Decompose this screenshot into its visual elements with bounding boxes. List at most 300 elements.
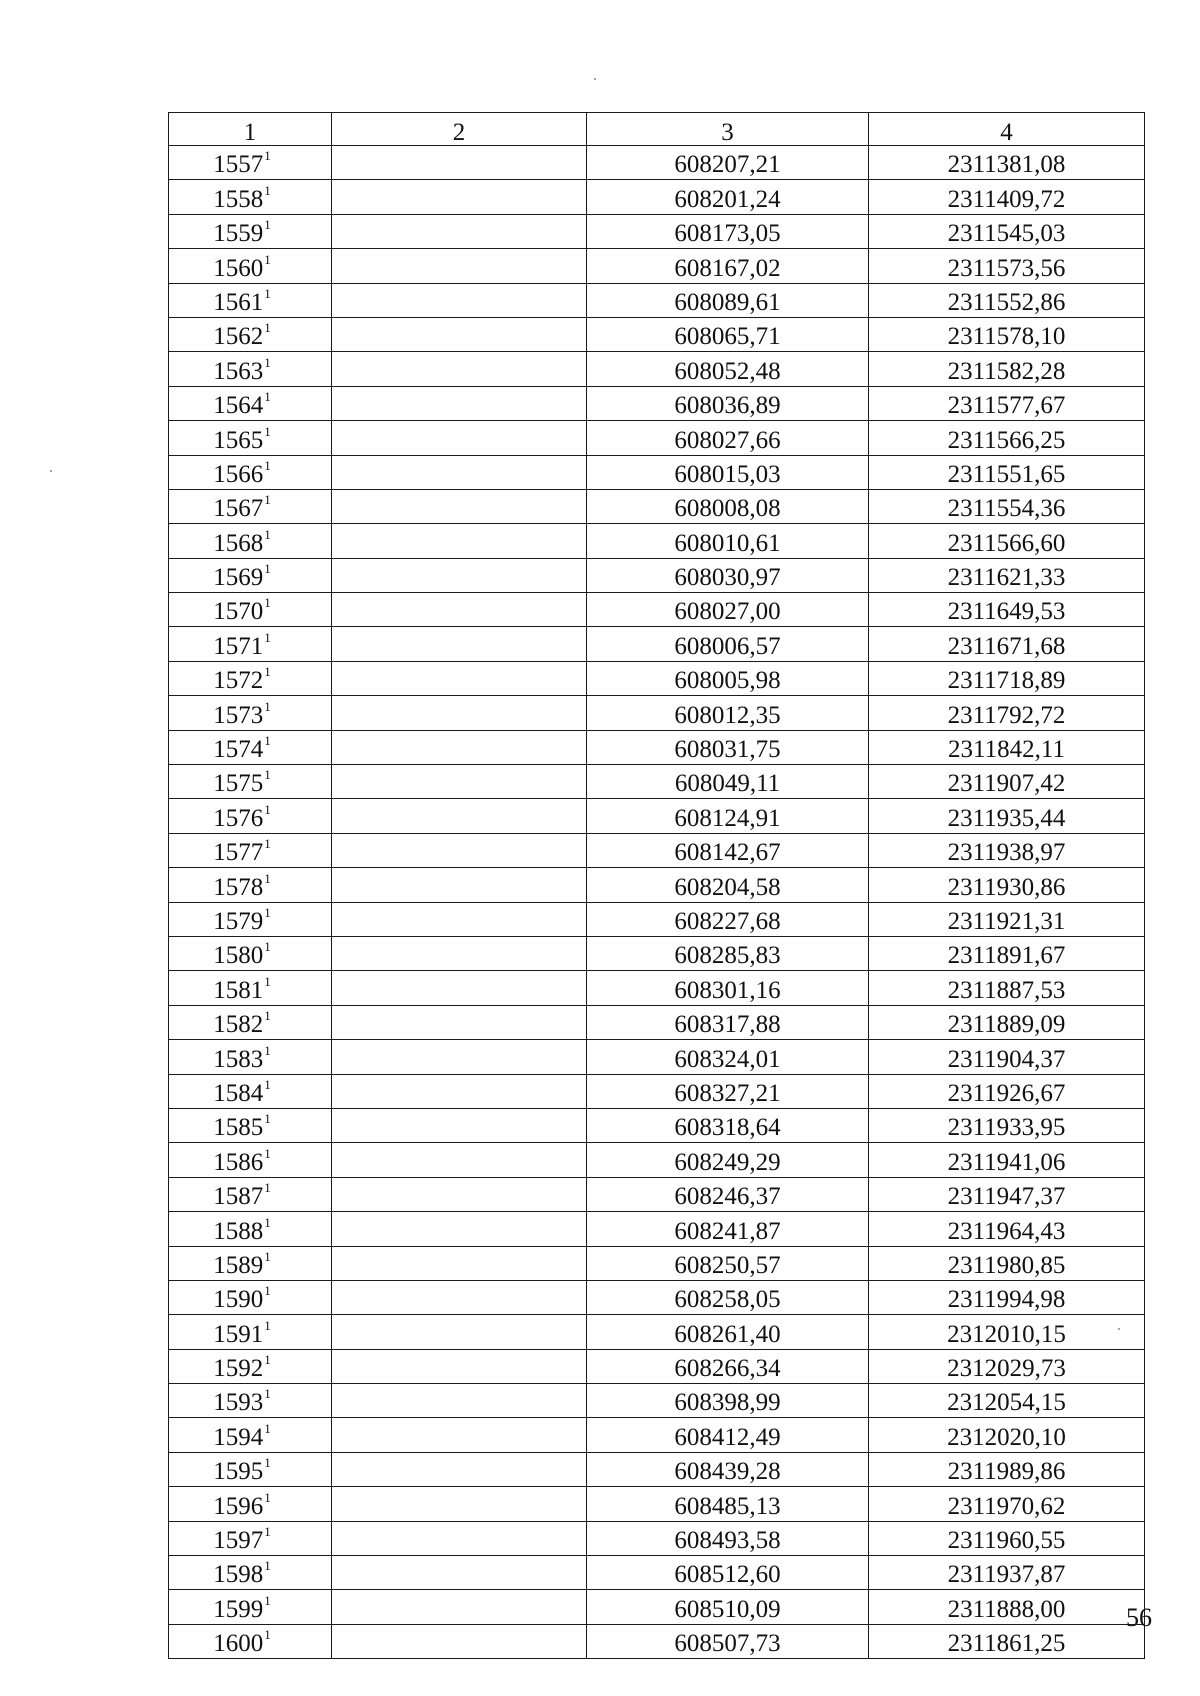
y-coordinate-cell: 2311792,72 xyxy=(869,696,1145,730)
table-header-row xyxy=(169,113,1145,146)
x-coordinate-cell: 608173,05 xyxy=(587,214,869,248)
x-coordinate-cell: 608089,61 xyxy=(587,283,869,317)
point-number-cell xyxy=(169,352,332,386)
column-2-cell xyxy=(332,386,587,420)
y-coordinate-cell: 2311409,72 xyxy=(869,180,1145,214)
x-coordinate-cell: 608241,87 xyxy=(587,1212,869,1246)
point-number-cell xyxy=(169,421,332,455)
point-number: 1568 xyxy=(213,529,264,557)
point-number: 1563 xyxy=(213,357,264,385)
point-number: 1592 xyxy=(213,1355,264,1383)
y-coordinate-cell: 2311964,43 xyxy=(869,1212,1145,1246)
table-row xyxy=(169,249,1145,283)
point-number: 1593 xyxy=(213,1389,264,1417)
point-number-cell xyxy=(169,1040,332,1074)
point-number-cell xyxy=(169,558,332,592)
column-2-cell xyxy=(332,489,587,523)
column-2-cell xyxy=(332,1556,587,1590)
point-number-superscript: 1 xyxy=(264,1420,271,1436)
column-2-cell xyxy=(332,1590,587,1624)
column-2-cell xyxy=(332,146,587,180)
point-number-superscript: 1 xyxy=(264,870,271,886)
point-number-superscript: 1 xyxy=(264,595,271,611)
point-number-cell xyxy=(169,799,332,833)
table-row xyxy=(169,799,1145,833)
column-2-cell xyxy=(332,352,587,386)
y-coordinate-cell: 2311938,97 xyxy=(869,833,1145,867)
table-row xyxy=(169,283,1145,317)
table-row xyxy=(169,386,1145,420)
column-2-cell xyxy=(332,317,587,351)
point-number-superscript: 1 xyxy=(264,1558,271,1574)
point-number: 1574 xyxy=(213,736,264,764)
y-coordinate-cell: 2311989,86 xyxy=(869,1452,1145,1486)
point-number-cell xyxy=(169,902,332,936)
table-body xyxy=(169,146,1145,1659)
point-number: 1588 xyxy=(213,1217,264,1245)
point-number-cell xyxy=(169,868,332,902)
column-header-1: 1 xyxy=(169,113,332,146)
column-2-cell xyxy=(332,1452,587,1486)
column-2-cell xyxy=(332,1280,587,1314)
column-2-cell xyxy=(332,1349,587,1383)
column-2-cell xyxy=(332,1074,587,1108)
column-2-cell xyxy=(332,1005,587,1039)
column-header-4: 4 xyxy=(869,113,1145,146)
scan-speck xyxy=(50,470,52,472)
column-2-cell xyxy=(332,627,587,661)
column-2-cell xyxy=(332,283,587,317)
column-2-cell xyxy=(332,524,587,558)
x-coordinate-cell: 608027,00 xyxy=(587,593,869,627)
page-number: 56 xyxy=(1126,1603,1152,1632)
y-coordinate-cell: 2311573,56 xyxy=(869,249,1145,283)
x-coordinate-cell: 608485,13 xyxy=(587,1487,869,1521)
x-coordinate-cell: 608301,16 xyxy=(587,971,869,1005)
point-number-cell xyxy=(169,386,332,420)
table-row xyxy=(169,765,1145,799)
point-number-superscript: 1 xyxy=(264,767,271,783)
table-row xyxy=(169,661,1145,695)
column-header-3: 3 xyxy=(587,113,869,146)
y-coordinate-cell: 2311891,67 xyxy=(869,936,1145,970)
x-coordinate-cell: 608250,57 xyxy=(587,1246,869,1280)
point-number-cell xyxy=(169,524,332,558)
x-coordinate-cell: 608010,61 xyxy=(587,524,869,558)
column-2-cell xyxy=(332,902,587,936)
x-coordinate-cell: 608249,29 xyxy=(587,1143,869,1177)
point-number-cell xyxy=(169,146,332,180)
y-coordinate-cell: 2311842,11 xyxy=(869,730,1145,764)
point-number-cell xyxy=(169,1418,332,1452)
y-coordinate-cell: 2311960,55 xyxy=(869,1521,1145,1555)
point-number: 1585 xyxy=(213,1114,264,1142)
table-row xyxy=(169,489,1145,523)
point-number: 1599 xyxy=(213,1595,264,1623)
point-number: 1566 xyxy=(213,460,264,488)
x-coordinate-cell: 608493,58 xyxy=(587,1521,869,1555)
point-number-cell xyxy=(169,214,332,248)
x-coordinate-cell: 608030,97 xyxy=(587,558,869,592)
column-2-cell xyxy=(332,421,587,455)
point-number-superscript: 1 xyxy=(264,1214,271,1230)
column-2-cell xyxy=(332,214,587,248)
point-number-superscript: 1 xyxy=(264,1145,271,1161)
y-coordinate-cell: 2311904,37 xyxy=(869,1040,1145,1074)
y-coordinate-cell: 2311970,62 xyxy=(869,1487,1145,1521)
table-row xyxy=(169,524,1145,558)
point-number-cell xyxy=(169,1212,332,1246)
point-number-superscript: 1 xyxy=(264,526,271,542)
point-number-superscript: 1 xyxy=(264,457,271,473)
x-coordinate-cell: 608261,40 xyxy=(587,1315,869,1349)
column-2-cell xyxy=(332,1246,587,1280)
x-coordinate-cell: 608317,88 xyxy=(587,1005,869,1039)
table-row xyxy=(169,1384,1145,1418)
point-number-superscript: 1 xyxy=(264,1317,271,1333)
point-number-cell xyxy=(169,1315,332,1349)
point-number-superscript: 1 xyxy=(264,285,271,301)
point-number: 1584 xyxy=(213,1079,264,1107)
point-number-superscript: 1 xyxy=(264,492,271,508)
y-coordinate-cell: 2311937,87 xyxy=(869,1556,1145,1590)
column-2-cell xyxy=(332,661,587,695)
table-row xyxy=(169,1246,1145,1280)
point-number: 1582 xyxy=(213,1011,264,1039)
point-number-superscript: 1 xyxy=(264,389,271,405)
point-number-superscript: 1 xyxy=(264,698,271,714)
point-number: 1581 xyxy=(213,976,264,1004)
point-number-cell xyxy=(169,1487,332,1521)
point-number: 1595 xyxy=(213,1458,264,1486)
y-coordinate-cell: 2311994,98 xyxy=(869,1280,1145,1314)
y-coordinate-cell: 2311554,36 xyxy=(869,489,1145,523)
table-row xyxy=(169,1212,1145,1246)
point-number: 1565 xyxy=(213,426,264,454)
column-2-cell xyxy=(332,833,587,867)
point-number: 1559 xyxy=(213,220,264,248)
table-row xyxy=(169,1487,1145,1521)
point-number-cell xyxy=(169,730,332,764)
table-row xyxy=(169,1452,1145,1486)
point-number-cell xyxy=(169,1246,332,1280)
point-number: 1571 xyxy=(213,632,264,660)
column-2-cell xyxy=(332,1624,587,1658)
point-number-cell xyxy=(169,1590,332,1624)
point-number-superscript: 1 xyxy=(264,561,271,577)
x-coordinate-cell: 608318,64 xyxy=(587,1108,869,1142)
point-number-superscript: 1 xyxy=(264,801,271,817)
point-number-cell xyxy=(169,1384,332,1418)
column-2-cell xyxy=(332,730,587,764)
table-row xyxy=(169,1143,1145,1177)
y-coordinate-cell: 2311671,68 xyxy=(869,627,1145,661)
column-2-cell xyxy=(332,1384,587,1418)
scan-speck xyxy=(594,78,596,80)
y-coordinate-cell: 2311718,89 xyxy=(869,661,1145,695)
y-coordinate-cell: 2311381,08 xyxy=(869,146,1145,180)
point-number: 1586 xyxy=(213,1148,264,1176)
y-coordinate-cell: 2311578,10 xyxy=(869,317,1145,351)
point-number-superscript: 1 xyxy=(264,733,271,749)
table-row xyxy=(169,352,1145,386)
column-2-cell xyxy=(332,558,587,592)
point-number-cell xyxy=(169,833,332,867)
y-coordinate-cell: 2311907,42 xyxy=(869,765,1145,799)
point-number-superscript: 1 xyxy=(264,1076,271,1092)
point-number-superscript: 1 xyxy=(264,148,271,164)
y-coordinate-cell: 2311566,25 xyxy=(869,421,1145,455)
point-number-cell xyxy=(169,1143,332,1177)
point-number-superscript: 1 xyxy=(264,1627,271,1643)
y-coordinate-cell: 2311947,37 xyxy=(869,1177,1145,1211)
point-number-cell xyxy=(169,1074,332,1108)
point-number-superscript: 1 xyxy=(264,1180,271,1196)
point-number-superscript: 1 xyxy=(264,939,271,955)
point-number-superscript: 1 xyxy=(264,1524,271,1540)
x-coordinate-cell: 608006,57 xyxy=(587,627,869,661)
point-number-superscript: 1 xyxy=(264,1248,271,1264)
point-number-superscript: 1 xyxy=(264,1489,271,1505)
point-number-superscript: 1 xyxy=(264,1111,271,1127)
column-2-cell xyxy=(332,1177,587,1211)
point-number: 1597 xyxy=(213,1527,264,1555)
table-row xyxy=(169,1315,1145,1349)
x-coordinate-cell: 608324,01 xyxy=(587,1040,869,1074)
x-coordinate-cell: 608065,71 xyxy=(587,317,869,351)
column-2-cell xyxy=(332,799,587,833)
column-2-cell xyxy=(332,1108,587,1142)
y-coordinate-cell: 2311552,86 xyxy=(869,283,1145,317)
point-number-superscript: 1 xyxy=(264,1455,271,1471)
point-number: 1587 xyxy=(213,1183,264,1211)
column-2-cell xyxy=(332,1040,587,1074)
point-number-superscript: 1 xyxy=(264,251,271,267)
point-number-cell xyxy=(169,1624,332,1658)
column-2-cell xyxy=(332,1143,587,1177)
table-row xyxy=(169,730,1145,764)
x-coordinate-cell: 608258,05 xyxy=(587,1280,869,1314)
table-row xyxy=(169,1349,1145,1383)
point-number: 1578 xyxy=(213,873,264,901)
column-2-cell xyxy=(332,765,587,799)
table-row xyxy=(169,936,1145,970)
x-coordinate-cell: 608027,66 xyxy=(587,421,869,455)
point-number: 1557 xyxy=(213,151,264,179)
y-coordinate-cell: 2311941,06 xyxy=(869,1143,1145,1177)
point-number-cell xyxy=(169,1177,332,1211)
x-coordinate-cell: 608167,02 xyxy=(587,249,869,283)
point-number-cell xyxy=(169,696,332,730)
table-row xyxy=(169,1005,1145,1039)
y-coordinate-cell: 2312020,10 xyxy=(869,1418,1145,1452)
table-row xyxy=(169,1418,1145,1452)
point-number: 1564 xyxy=(213,392,264,420)
table-row xyxy=(169,214,1145,248)
point-number: 1580 xyxy=(213,942,264,970)
point-number-cell xyxy=(169,283,332,317)
table-row xyxy=(169,146,1145,180)
y-coordinate-cell: 2311889,09 xyxy=(869,1005,1145,1039)
x-coordinate-cell: 608012,35 xyxy=(587,696,869,730)
column-2-cell xyxy=(332,1315,587,1349)
x-coordinate-cell: 608285,83 xyxy=(587,936,869,970)
point-number-cell xyxy=(169,1349,332,1383)
point-number-superscript: 1 xyxy=(264,629,271,645)
x-coordinate-cell: 608227,68 xyxy=(587,902,869,936)
point-number-cell xyxy=(169,1005,332,1039)
point-number: 1583 xyxy=(213,1045,264,1073)
y-coordinate-cell: 2311551,65 xyxy=(869,455,1145,489)
point-number-cell xyxy=(169,936,332,970)
point-number: 1562 xyxy=(213,323,264,351)
point-number: 1596 xyxy=(213,1492,264,1520)
point-number: 1590 xyxy=(213,1286,264,1314)
point-number-cell xyxy=(169,489,332,523)
coordinates-table xyxy=(168,112,1145,1659)
point-number: 1594 xyxy=(213,1423,264,1451)
table-row xyxy=(169,1040,1145,1074)
point-number-cell xyxy=(169,1280,332,1314)
x-coordinate-cell: 608507,73 xyxy=(587,1624,869,1658)
x-coordinate-cell: 608412,49 xyxy=(587,1418,869,1452)
point-number: 1577 xyxy=(213,839,264,867)
point-number-superscript: 1 xyxy=(264,1042,271,1058)
point-number: 1560 xyxy=(213,254,264,282)
column-2-cell xyxy=(332,696,587,730)
point-number-superscript: 1 xyxy=(264,423,271,439)
point-number-cell xyxy=(169,249,332,283)
table-row xyxy=(169,902,1145,936)
point-number-cell xyxy=(169,180,332,214)
point-number: 1570 xyxy=(213,598,264,626)
y-coordinate-cell: 2311545,03 xyxy=(869,214,1145,248)
point-number-cell xyxy=(169,661,332,695)
point-number-cell xyxy=(169,1521,332,1555)
x-coordinate-cell: 608031,75 xyxy=(587,730,869,764)
x-coordinate-cell: 608327,21 xyxy=(587,1074,869,1108)
column-2-cell xyxy=(332,971,587,1005)
y-coordinate-cell: 2311980,85 xyxy=(869,1246,1145,1280)
point-number: 1579 xyxy=(213,907,264,935)
y-coordinate-cell: 2311926,67 xyxy=(869,1074,1145,1108)
x-coordinate-cell: 608207,21 xyxy=(587,146,869,180)
table-row xyxy=(169,1280,1145,1314)
table-row xyxy=(169,317,1145,351)
table-row xyxy=(169,455,1145,489)
point-number: 1573 xyxy=(213,701,264,729)
point-number: 1572 xyxy=(213,667,264,695)
y-coordinate-cell: 2312029,73 xyxy=(869,1349,1145,1383)
y-coordinate-cell: 2311921,31 xyxy=(869,902,1145,936)
point-number-cell xyxy=(169,1108,332,1142)
y-coordinate-cell: 2311933,95 xyxy=(869,1108,1145,1142)
column-2-cell xyxy=(332,936,587,970)
point-number-cell xyxy=(169,1452,332,1486)
column-2-cell xyxy=(332,180,587,214)
point-number: 1598 xyxy=(213,1561,264,1589)
x-coordinate-cell: 608049,11 xyxy=(587,765,869,799)
point-number-cell xyxy=(169,765,332,799)
table-row xyxy=(169,1521,1145,1555)
point-number: 1575 xyxy=(213,770,264,798)
y-coordinate-cell: 2311649,53 xyxy=(869,593,1145,627)
x-coordinate-cell: 608124,91 xyxy=(587,799,869,833)
point-number-cell xyxy=(169,593,332,627)
table-row xyxy=(169,1108,1145,1142)
x-coordinate-cell: 608142,67 xyxy=(587,833,869,867)
table-row xyxy=(169,1590,1145,1624)
point-number-superscript: 1 xyxy=(264,182,271,198)
table-row xyxy=(169,421,1145,455)
column-2-cell xyxy=(332,593,587,627)
point-number: 1569 xyxy=(213,564,264,592)
y-coordinate-cell: 2311888,00 xyxy=(869,1590,1145,1624)
point-number-cell xyxy=(169,627,332,661)
table-row xyxy=(169,1624,1145,1658)
point-number: 1600 xyxy=(213,1630,264,1658)
point-number-superscript: 1 xyxy=(264,664,271,680)
point-number: 1561 xyxy=(213,288,264,316)
column-2-cell xyxy=(332,249,587,283)
point-number-cell xyxy=(169,455,332,489)
table-row xyxy=(169,971,1145,1005)
point-number: 1558 xyxy=(213,185,264,213)
y-coordinate-cell: 2311566,60 xyxy=(869,524,1145,558)
x-coordinate-cell: 608204,58 xyxy=(587,868,869,902)
table-row xyxy=(169,696,1145,730)
x-coordinate-cell: 608008,08 xyxy=(587,489,869,523)
y-coordinate-cell: 2312010,15 xyxy=(869,1315,1145,1349)
y-coordinate-cell: 2312054,15 xyxy=(869,1384,1145,1418)
point-number-superscript: 1 xyxy=(264,320,271,336)
point-number-superscript: 1 xyxy=(264,973,271,989)
column-2-cell xyxy=(332,1487,587,1521)
y-coordinate-cell: 2311935,44 xyxy=(869,799,1145,833)
column-2-cell xyxy=(332,1212,587,1246)
point-number-superscript: 1 xyxy=(264,836,271,852)
column-2-cell xyxy=(332,455,587,489)
y-coordinate-cell: 2311577,67 xyxy=(869,386,1145,420)
table-row xyxy=(169,180,1145,214)
table-row xyxy=(169,1177,1145,1211)
x-coordinate-cell: 608266,34 xyxy=(587,1349,869,1383)
x-coordinate-cell: 608439,28 xyxy=(587,1452,869,1486)
column-header-2: 2 xyxy=(332,113,587,146)
table-row xyxy=(169,1556,1145,1590)
column-2-cell xyxy=(332,868,587,902)
y-coordinate-cell: 2311930,86 xyxy=(869,868,1145,902)
y-coordinate-cell: 2311887,53 xyxy=(869,971,1145,1005)
x-coordinate-cell: 608246,37 xyxy=(587,1177,869,1211)
x-coordinate-cell: 608201,24 xyxy=(587,180,869,214)
table-row xyxy=(169,833,1145,867)
column-2-cell xyxy=(332,1418,587,1452)
point-number: 1589 xyxy=(213,1251,264,1279)
point-number-superscript: 1 xyxy=(264,1352,271,1368)
column-2-cell xyxy=(332,1521,587,1555)
table-row xyxy=(169,627,1145,661)
point-number-superscript: 1 xyxy=(264,1008,271,1024)
point-number-superscript: 1 xyxy=(264,217,271,233)
point-number-cell xyxy=(169,317,332,351)
x-coordinate-cell: 608052,48 xyxy=(587,352,869,386)
x-coordinate-cell: 608510,09 xyxy=(587,1590,869,1624)
table-row xyxy=(169,1074,1145,1108)
point-number-superscript: 1 xyxy=(264,1592,271,1608)
point-number: 1576 xyxy=(213,804,264,832)
point-number: 1567 xyxy=(213,495,264,523)
